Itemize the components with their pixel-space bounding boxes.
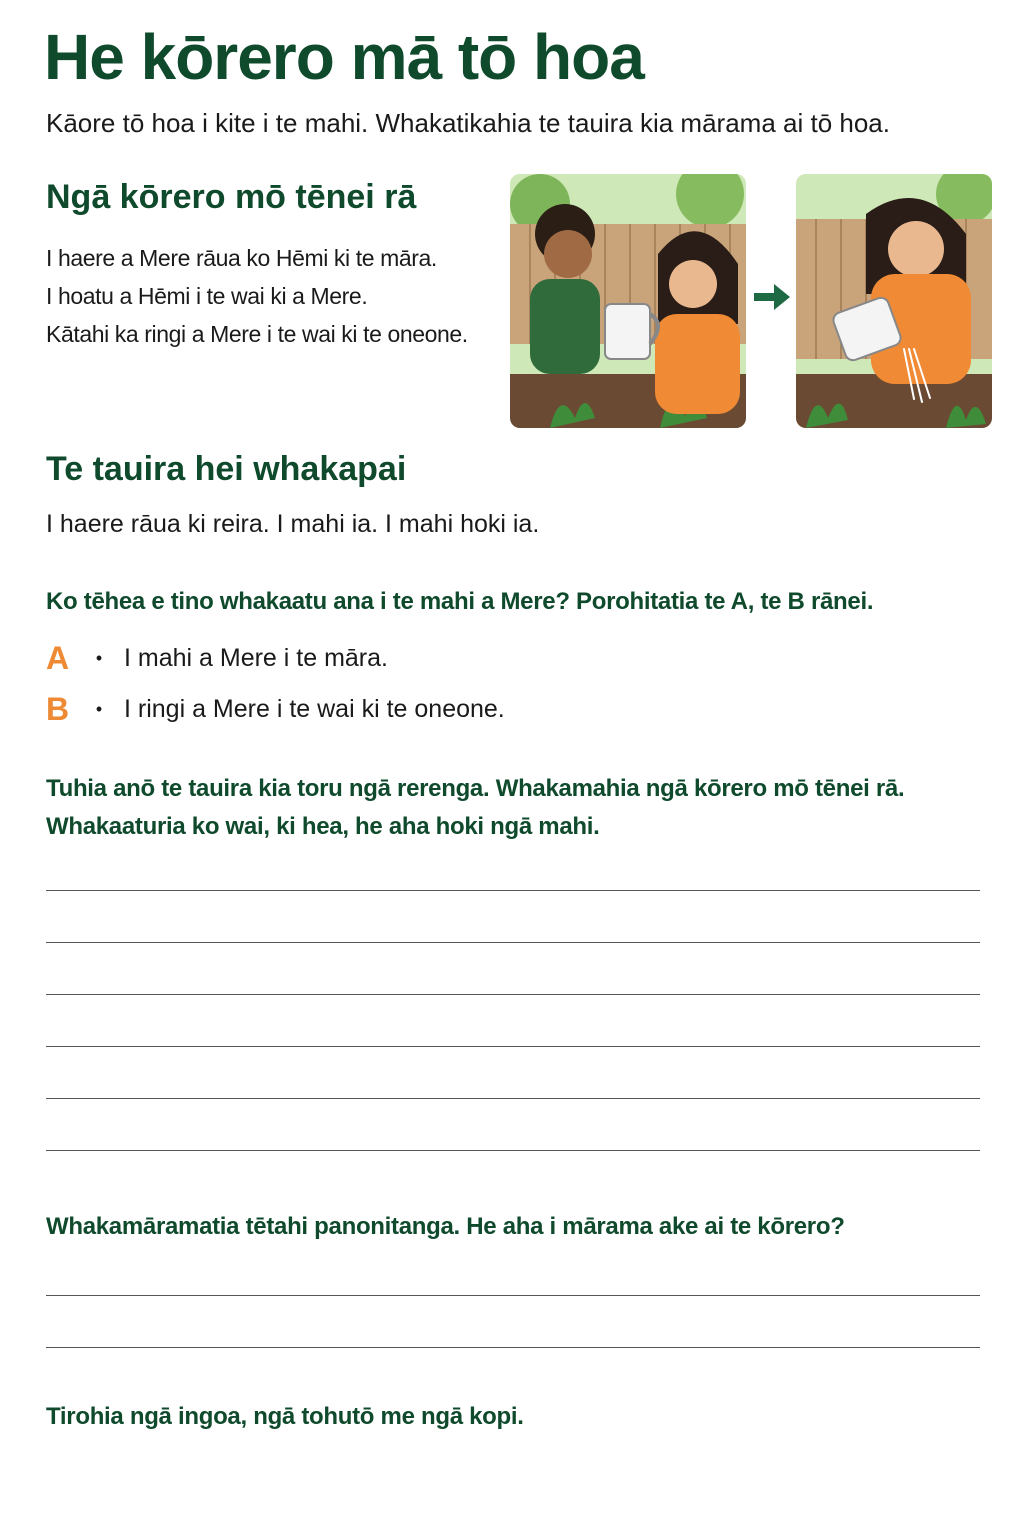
option-a-letter[interactable]: A (46, 640, 70, 676)
answer-line[interactable] (46, 1347, 980, 1348)
arrow-right-icon (752, 281, 792, 313)
footer-note: Tirohia ngā ingoa, ngā tohutō me ngā kopi. (46, 1403, 524, 1430)
story-line: I haere a Mere rāua ko Hēmi ki te māra. (46, 245, 437, 271)
answer-line[interactable] (46, 1098, 980, 1099)
answer-line[interactable] (46, 994, 980, 995)
garden-scene-1 (510, 174, 746, 428)
answer-line[interactable] (46, 1295, 980, 1296)
option-b-letter[interactable]: B (46, 691, 70, 727)
illustration-pouring-water (796, 174, 992, 428)
model-heading: Te tauira hei whakapai (46, 450, 407, 488)
question-2-prompt-line-1: Tuhia anō te tauira kia toru ngā rerenga. Whakamahia ngā kōrero mō tēnei rā. (46, 775, 905, 802)
question-3-prompt: Whakamāramatia tētahi panonitanga. He aha i mārama ake ai te kōrero? (46, 1213, 845, 1240)
answer-line[interactable] (46, 890, 980, 891)
option-a[interactable] (46, 640, 388, 677)
story-text (46, 244, 516, 358)
question-1-prompt: Ko tēhea e tino whakaatu ana i te mahi a Mere? Porohitatia te A, te B rānei. (46, 588, 874, 615)
answer-line[interactable] (46, 942, 980, 943)
story-line: I hoatu a Hēmi i te wai ki a Mere. (46, 283, 368, 309)
option-a-text: I mahi a Mere i te māra. (124, 644, 388, 672)
answer-line[interactable] (46, 1150, 980, 1151)
story-line: Kātahi ka ringi a Mere i te wai ki te oneone. (46, 321, 468, 347)
page-subtitle: Kāore tō hoa i kite i te mahi. Whakatikahia te tauira kia mārama ai tō hoa. (46, 108, 890, 138)
page-title: He kōrero mā tō hoa (44, 21, 644, 93)
illustration-handing-jug (510, 174, 746, 428)
model-text: I haere rāua ki reira. I mahi ia. I mahi hoki ia. (46, 510, 540, 538)
bullet-icon: • (95, 648, 103, 668)
bullet-icon: • (95, 699, 103, 719)
garden-scene-2 (796, 174, 992, 428)
story-heading: Ngā kōrero mō tēnei rā (46, 178, 417, 216)
option-b-text: I ringi a Mere i te wai ki te oneone. (124, 695, 505, 723)
option-b[interactable] (46, 691, 505, 728)
answer-line[interactable] (46, 1046, 980, 1047)
question-2-prompt-line-2: Whakaaturia ko wai, ki hea, he aha hoki ngā mahi. (46, 813, 600, 840)
